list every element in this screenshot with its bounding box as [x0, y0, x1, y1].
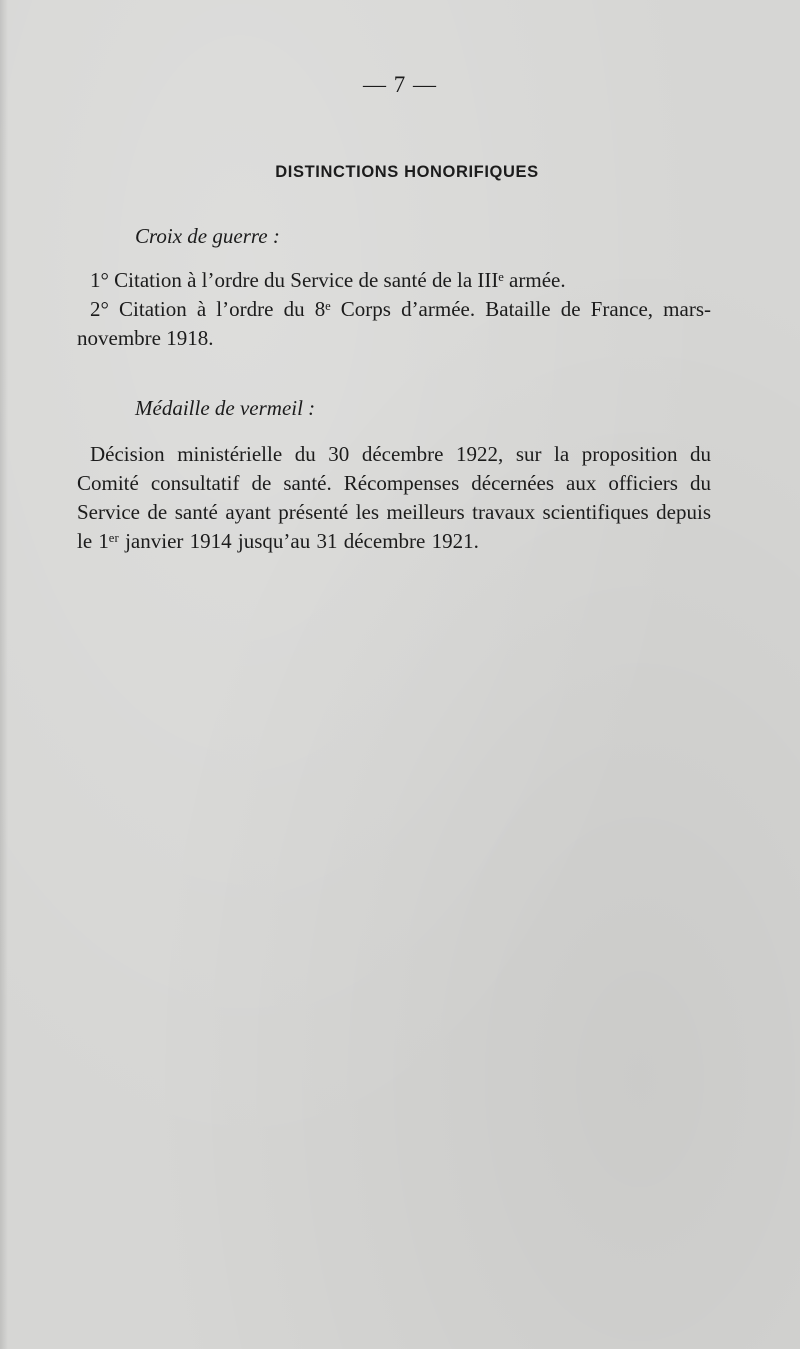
citation-2: 2° Citation à l’ordre du 8ᵉ Corps d’armée. Bataille de France, mars-novembre 1918. — [77, 297, 711, 350]
medaille-de-vermeil-decision — [77, 440, 711, 556]
medaille-de-vermeil-title: Médaille de vermeil : — [135, 396, 316, 420]
croix-de-guerre-title: Croix de guerre : — [135, 224, 280, 248]
decision-paragraph: Décision ministérielle du 30 décembre 1922, sur la proposition du Comité consultatif de santé. Récompenses décernées aux officiers du Service de santé ayant présenté les meilleurs travaux scientifiques depuis le 1ᵉʳ janvier 1914 jusqu’au 31 décembre 1921. — [77, 442, 711, 553]
citation-1: 1° Citation à l’ordre du Service de santé de la IIIᵉ armée. — [90, 268, 566, 292]
page-number: — 7 — — [363, 72, 437, 97]
croix-de-guerre-citations — [77, 266, 711, 353]
page-heading: DISTINCTIONS HONORIFIQUES — [275, 163, 539, 181]
